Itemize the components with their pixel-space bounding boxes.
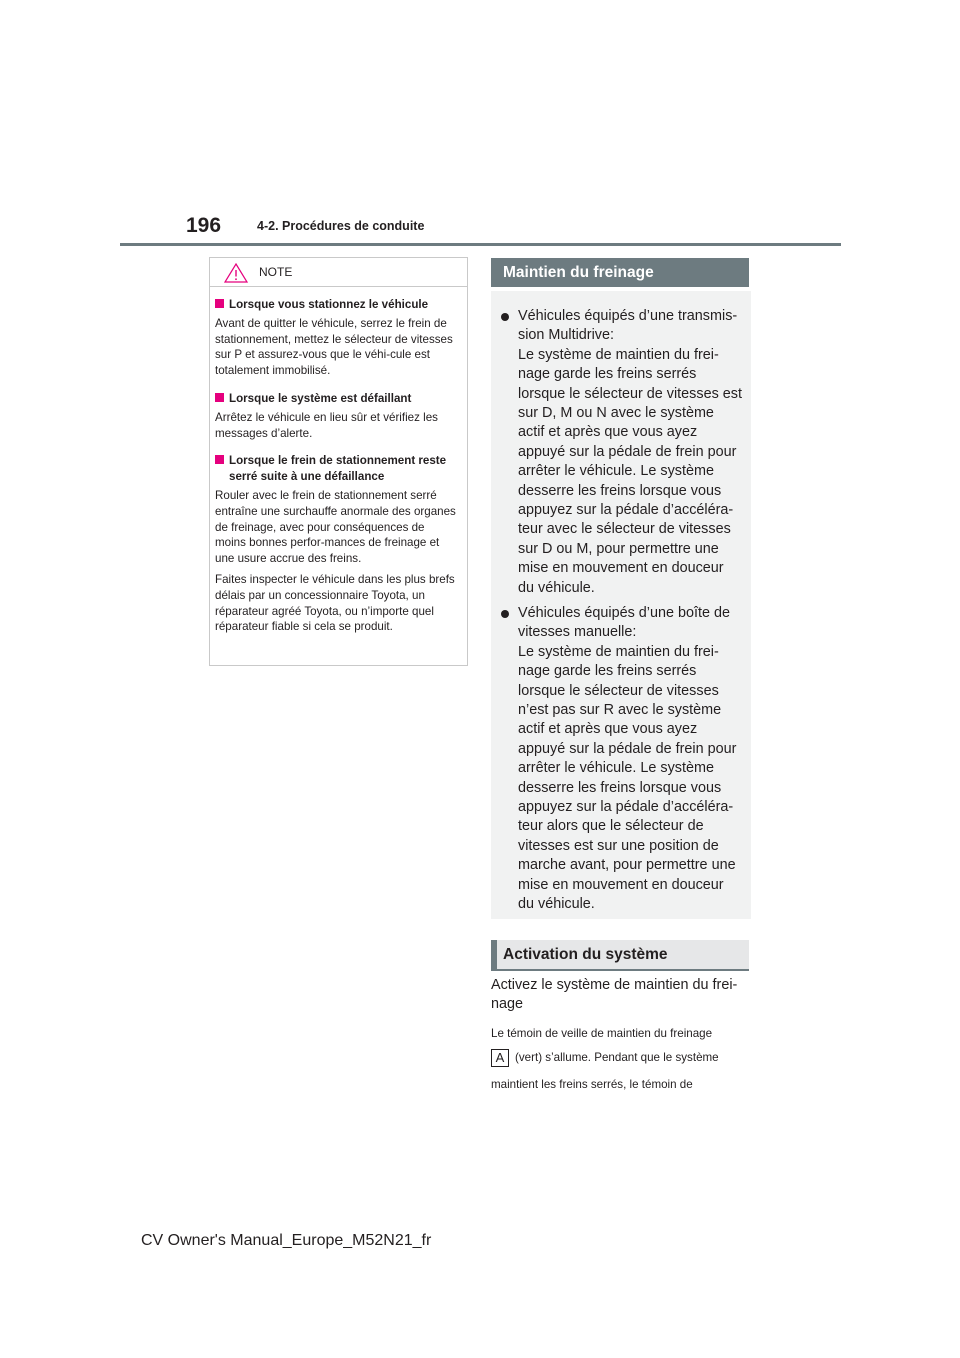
activation-paragraph: Activez le système de maintien du frei-nage (491, 977, 738, 1013)
bullet-text: Le système de maintien du frei-nage garde les freins serrés lorsque le sélecteur de vitesses est sur D, M ou N avec le système actif et après que vous ayez appuyé sur la pédale de frein pour arrêter le véhicule. Le système desserre les freins lorsque vous appuyez sur la pédale d’accéléra-teur avec le sélecteur de vitesses sur D ou M, pour permettre une mise en mouvement en douceur du véhicule. (518, 346, 742, 596)
footer-text: CV Owner's Manual_Europe_M52N21_fr (141, 1232, 432, 1249)
brake-hold-heading: Maintien du freinage (491, 258, 749, 287)
note-paragraph: Avant de quitter le véhicule, serrez le frein de stationnement, mettez le sélecteur de vitesses sur P et assurez-vous que le véhi-cule est totalement immobilisé. (215, 316, 453, 378)
callout-label-a: A (491, 1049, 509, 1067)
activation-line: maintient les freins serrés, le témoin de (491, 1078, 693, 1091)
activation-heading: Activation du système (491, 940, 749, 971)
activation-line-text: (vert) s’allume. Pendant que le système (515, 1051, 719, 1065)
bullet-intro: Véhicules équipés d’une boîte de vitesses manuelle: (518, 605, 731, 641)
brake-hold-panel (491, 291, 751, 919)
note-paragraph: Rouler avec le frein de stationnement serré entraîne une surchauffe anormale des organes de freinage, avec pour conséquences de moins bonnes perfor-mances de freinage et une usure accrue des freins. (215, 488, 456, 566)
note-body (215, 291, 458, 635)
note-subheading (215, 297, 458, 313)
note-paragraph: Arrêtez le véhicule en lieu sûr et vérifiez les messages d’alerte. (215, 410, 438, 440)
note-subheading-text: Lorsque le frein de stationnement reste serré suite à une défaillance (229, 454, 447, 484)
square-bullet-icon (215, 393, 224, 402)
activation-line (491, 1049, 746, 1067)
note-subheading-text: Lorsque vous stationnez le véhicule (229, 298, 429, 311)
warning-triangle-icon (224, 263, 248, 283)
page-number: 196 (186, 214, 222, 237)
note-subheading-text: Lorsque le système est défaillant (229, 391, 412, 405)
note-header (210, 258, 467, 287)
activation-line: Le témoin de veille de maintien du freinage (491, 1027, 713, 1040)
bullet-dot-icon (501, 313, 509, 321)
bullet-intro: Véhicules équipés d’une transmis-sion Multidrive: (518, 308, 738, 344)
bullet-dot-icon (501, 610, 509, 618)
bullet-item (518, 604, 743, 915)
note-title: NOTE (259, 265, 293, 279)
square-bullet-icon (215, 299, 224, 308)
note-paragraph: Faites inspecter le véhicule dans les plus brefs délais par un concessionnaire Toyota, un réparateur agréé Toyota, ou n’importe quel réparateur fiable si cela se produit. (215, 572, 455, 634)
note-box (209, 257, 468, 666)
note-subheading (215, 453, 458, 485)
bullet-item (518, 307, 743, 598)
section-title: 4-2. Procédures de conduite (257, 219, 425, 233)
note-subheading (215, 391, 458, 407)
header-rule (120, 243, 841, 246)
square-bullet-icon (215, 455, 224, 464)
bullet-text: Le système de maintien du frei-nage garde les freins serrés lorsque le sélecteur de vitesses n’est pas sur R avec le système actif et après que vous ayez appuyé sur la pédale de frein pour arrêter le véhicule. Le système desserre les freins lorsque vous appuyez sur la pédale d’accéléra-teur alors que le sélecteur de vitesses est sur une position de marche avant, pour permettre une mise en mouvement en douceur du véhicule. (518, 643, 737, 913)
